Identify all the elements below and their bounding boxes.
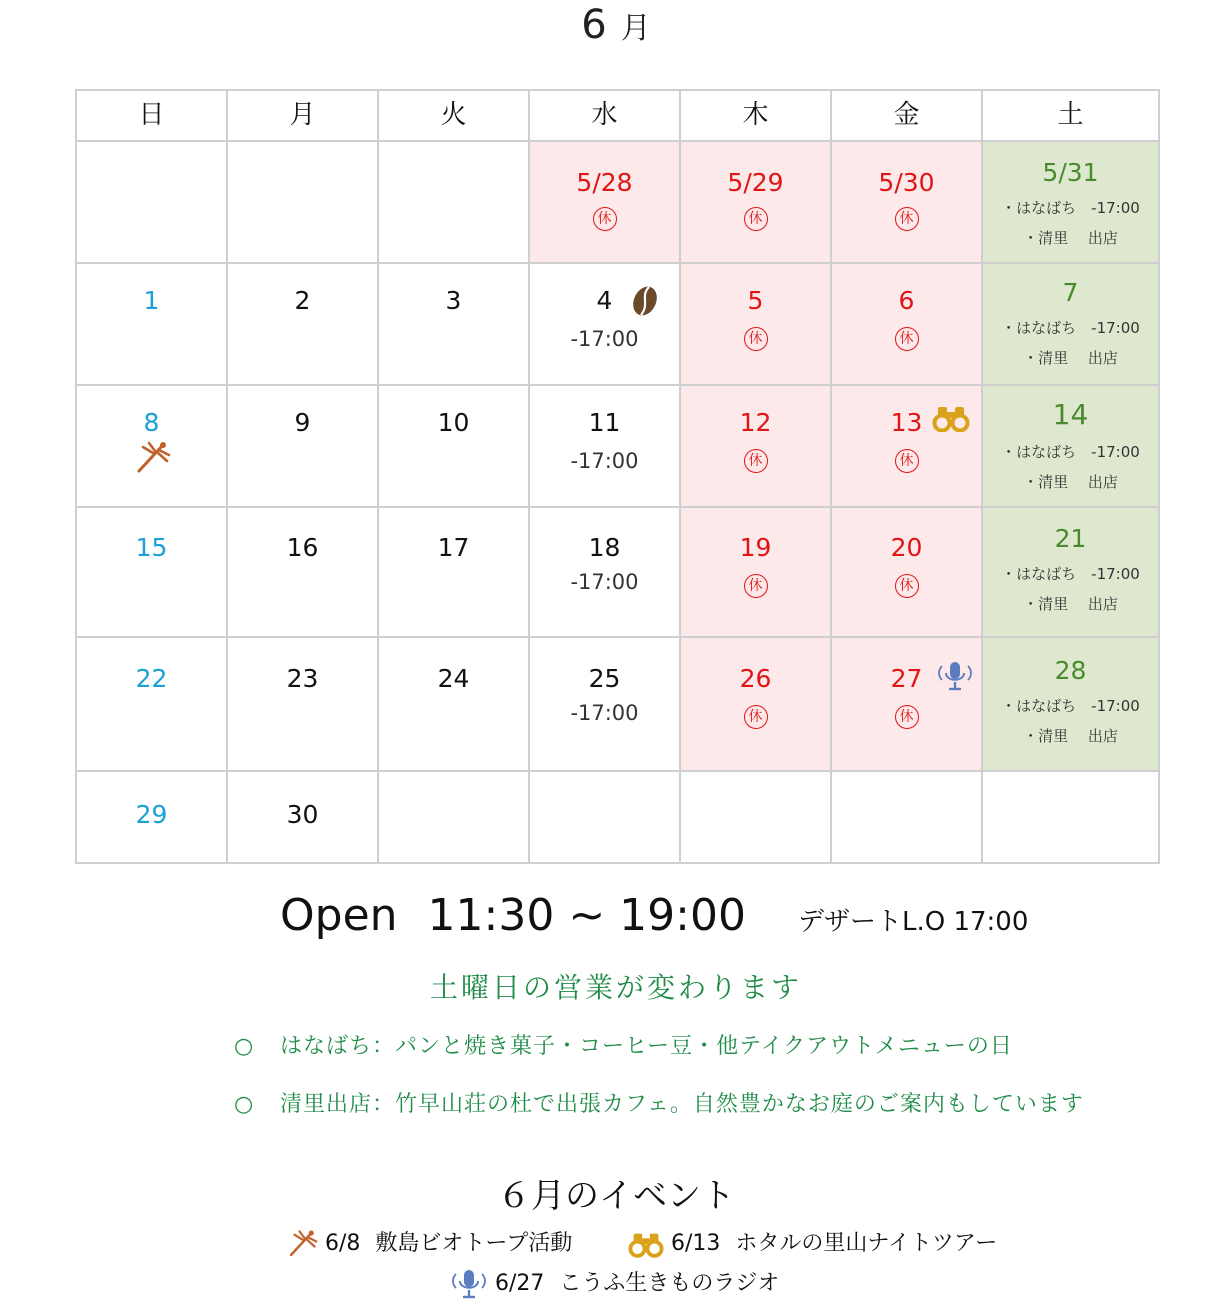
- empty-cell: [227, 141, 378, 263]
- week-row: [76, 141, 1159, 263]
- empty-cell: [378, 771, 529, 863]
- day-cell: [76, 507, 227, 637]
- week-row: [76, 263, 1159, 385]
- day-cell-saturday: [982, 263, 1159, 385]
- weekday-sun: 日: [76, 90, 227, 141]
- event-firefly-tour: [628, 1226, 997, 1258]
- empty-cell: [76, 141, 227, 263]
- last-order-time: -17:00: [570, 449, 639, 473]
- saturday-note-kiyosato: ・清里 出店: [1023, 349, 1118, 367]
- weekday-thu: 木: [680, 90, 831, 141]
- empty-cell: [831, 771, 982, 863]
- notice-item-kiyosato: [234, 1087, 1084, 1118]
- day-number: 29: [135, 800, 168, 829]
- day-cell: [680, 385, 831, 507]
- day-cell: [227, 263, 378, 385]
- day-cell-saturday: [982, 141, 1159, 263]
- day-cell: [227, 507, 378, 637]
- day-number: 23: [286, 664, 319, 693]
- weekday-fri: 金: [831, 90, 982, 141]
- day-number: 12: [739, 408, 772, 437]
- weekday-sat: 土: [982, 90, 1159, 141]
- day-number: 4: [596, 286, 613, 315]
- day-cell: [76, 771, 227, 863]
- events-title: ６月のイベント: [497, 1176, 735, 1216]
- weekday-mon: 月: [227, 90, 378, 141]
- day-cell: [680, 637, 831, 771]
- day-number: 5/29: [727, 168, 784, 197]
- day-number: 8: [143, 408, 160, 437]
- month-label: 月: [620, 11, 651, 46]
- day-number: 16: [286, 533, 319, 562]
- binoculars-icon: [628, 1230, 664, 1258]
- calendar-grid: [75, 89, 1160, 864]
- empty-cell: [378, 141, 529, 263]
- event-date: 6/13: [671, 1231, 721, 1256]
- empty-cell: [680, 771, 831, 863]
- event-name: こうふ生きものラジオ: [559, 1271, 780, 1296]
- closed-mark: 休: [895, 327, 919, 351]
- notice-item-hanabachi: [234, 1029, 1013, 1060]
- closed-mark: 休: [895, 207, 919, 231]
- closed-mark: 休: [593, 207, 617, 231]
- day-cell: [378, 385, 529, 507]
- day-cell: [227, 771, 378, 863]
- day-cell: [529, 385, 680, 507]
- day-cell-saturday: [982, 507, 1159, 637]
- day-cell: [529, 637, 680, 771]
- week-row: [76, 385, 1159, 507]
- day-number: 5: [747, 286, 764, 315]
- day-cell: [680, 263, 831, 385]
- day-cell: [76, 637, 227, 771]
- open-label: Open: [280, 890, 398, 941]
- closed-mark: 休: [744, 574, 768, 598]
- saturday-note-kiyosato: ・清里 出店: [1023, 473, 1118, 491]
- day-number: 13: [890, 408, 923, 437]
- last-order-time: -17:00: [570, 570, 639, 594]
- day-cell: [831, 385, 982, 507]
- day-number: 28: [1054, 656, 1087, 685]
- saturday-note-hanabachi: ・はなばち -17:00: [1001, 199, 1140, 217]
- saturday-note-kiyosato: ・清里 出店: [1023, 595, 1118, 613]
- day-cell: [529, 263, 680, 385]
- event-date: 6/8: [325, 1231, 361, 1256]
- saturday-note-hanabachi: ・はなばち -17:00: [1001, 565, 1140, 583]
- day-number: 14: [1052, 398, 1089, 431]
- day-number: 24: [437, 664, 470, 693]
- closed-mark: 休: [895, 705, 919, 729]
- week-row: [76, 771, 1159, 863]
- saturday-note-kiyosato: ・清里 出店: [1023, 229, 1118, 247]
- microphone-icon: [450, 1268, 488, 1300]
- day-number: 17: [437, 533, 470, 562]
- dragonfly-icon: [133, 441, 171, 475]
- weekday-wed: 水: [529, 90, 680, 141]
- day-cell: [529, 507, 680, 637]
- day-number: 5/30: [878, 168, 935, 197]
- month-number: 6: [581, 2, 607, 48]
- coffee-bean-icon: [630, 284, 660, 318]
- day-number: 3: [445, 286, 462, 315]
- saturday-note-hanabachi: ・はなばち -17:00: [1001, 443, 1140, 461]
- closed-mark: 休: [895, 449, 919, 473]
- day-cell: [227, 637, 378, 771]
- event-biotope: [286, 1226, 572, 1259]
- weekday-tue: 火: [378, 90, 529, 141]
- closed-mark: 休: [744, 207, 768, 231]
- day-cell: [831, 141, 982, 263]
- calendar-title: [0, 0, 1232, 50]
- day-cell: [831, 637, 982, 771]
- day-cell: [378, 263, 529, 385]
- notice-text: 清里出店：竹早山荘の杜で出張カフェ。自然豊かなお庭のご案内もしています: [280, 1092, 1084, 1117]
- day-number: 11: [588, 408, 621, 437]
- opening-hours: [280, 890, 1028, 941]
- closed-mark: 休: [744, 449, 768, 473]
- day-cell: [378, 637, 529, 771]
- event-date: 6/27: [495, 1271, 545, 1296]
- day-cell: [227, 385, 378, 507]
- day-cell: [529, 141, 680, 263]
- dragonfly-icon: [286, 1229, 318, 1259]
- last-order-time: -17:00: [570, 701, 639, 725]
- day-cell: [76, 385, 227, 507]
- weekday-header-row: [76, 90, 1159, 141]
- notice-text: はなばち：パンと焼き菓子・コーヒー豆・他テイクアウトメニューの日: [280, 1034, 1013, 1059]
- day-number: 1: [143, 286, 160, 315]
- empty-cell: [982, 771, 1159, 863]
- closed-mark: 休: [895, 574, 919, 598]
- day-number: 15: [135, 533, 168, 562]
- week-row: [76, 507, 1159, 637]
- last-order-time: -17:00: [570, 327, 639, 351]
- day-number: 22: [135, 664, 168, 693]
- day-number: 25: [588, 664, 621, 693]
- event-radio: [450, 1266, 779, 1300]
- day-number: 20: [890, 533, 923, 562]
- day-number: 5/28: [576, 168, 633, 197]
- saturday-note-hanabachi: ・はなばち -17:00: [1001, 319, 1140, 337]
- day-number: 18: [588, 533, 621, 562]
- microphone-icon: [936, 660, 974, 692]
- day-number: 21: [1054, 524, 1087, 553]
- day-cell: [831, 507, 982, 637]
- day-number: 30: [286, 800, 319, 829]
- closed-mark: 休: [744, 327, 768, 351]
- day-number: 27: [890, 664, 923, 693]
- event-name: ホタルの里山ナイトツアー: [735, 1231, 998, 1256]
- day-cell: [680, 141, 831, 263]
- week-row: [76, 637, 1159, 771]
- day-cell: [76, 263, 227, 385]
- day-number: 19: [739, 533, 772, 562]
- dessert-last-order: デザートL.O 17:00: [797, 907, 1029, 937]
- bullet-circle: ○: [234, 1034, 255, 1059]
- day-number: 7: [1062, 278, 1079, 307]
- notice-title: 土曜日の営業が変わります: [429, 971, 802, 1004]
- bullet-circle: ○: [234, 1092, 255, 1117]
- saturday-note-kiyosato: ・清里 出店: [1023, 727, 1118, 745]
- empty-cell: [529, 771, 680, 863]
- day-number: 26: [739, 664, 772, 693]
- event-name: 敷島ビオトープ活動: [375, 1231, 573, 1256]
- saturday-note-hanabachi: ・はなばち -17:00: [1001, 697, 1140, 715]
- day-number: 6: [898, 286, 915, 315]
- closed-mark: 休: [744, 705, 768, 729]
- day-number: 5/31: [1042, 158, 1099, 187]
- day-number: 10: [437, 408, 470, 437]
- day-cell: [378, 507, 529, 637]
- day-cell: [831, 263, 982, 385]
- day-number: 9: [294, 408, 311, 437]
- binoculars-icon: [932, 404, 970, 432]
- day-cell: [680, 507, 831, 637]
- open-time: 11:30 ~ 19:00: [427, 890, 746, 941]
- day-cell-saturday: [982, 637, 1159, 771]
- day-cell-saturday: [982, 385, 1159, 507]
- day-number: 2: [294, 286, 311, 315]
